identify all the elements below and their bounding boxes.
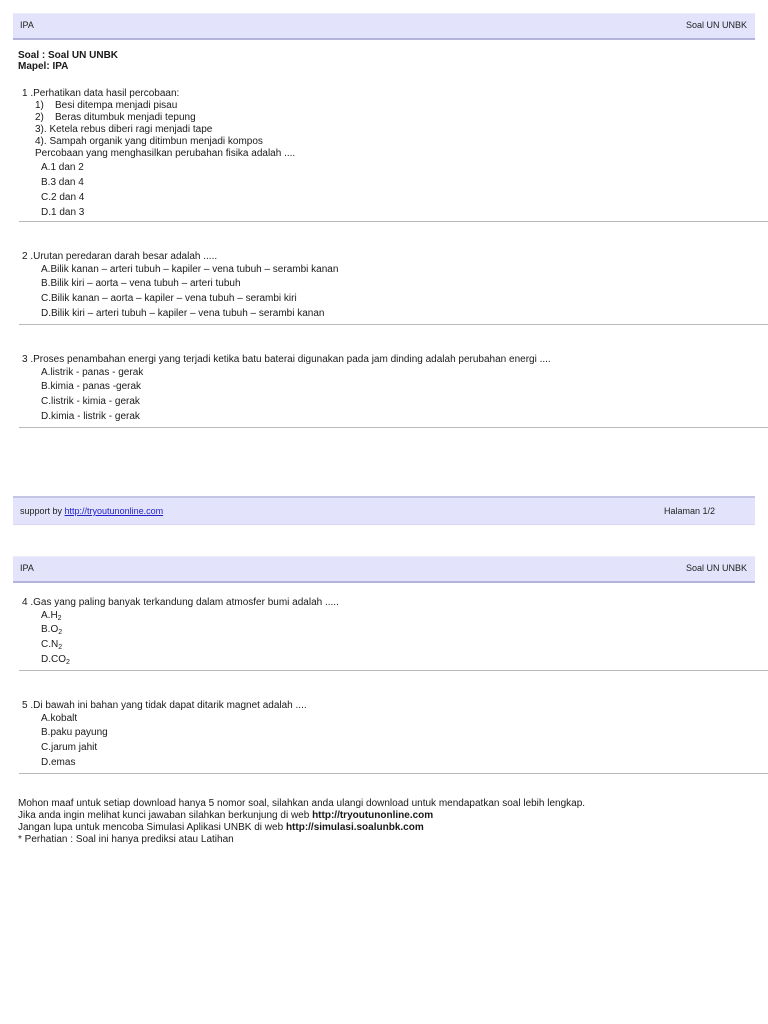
option-subscript: 2 [66,659,70,666]
question-4 [22,597,339,667]
exam-label: Soal UN UNBK [685,20,747,30]
answer-option-b: B.3 dan 4 [41,177,84,188]
exam-label: Soal UN UNBK [685,563,747,573]
question-2 [22,251,338,321]
support-text [20,506,163,516]
option-subscript: 2 [58,629,63,636]
answer-option-a: A.1 dan 2 [41,162,84,173]
page-header [13,13,755,40]
question-sub-item: Percobaan yang menghasilkan perubahan fisika adalah .... [35,148,296,159]
answer-option-c: C.Bilik kanan – aorta – kapiler – vena tubuh – serambi kiri [41,293,297,304]
divider [19,773,768,774]
answer-option-c [22,637,339,652]
answer-option-a: A.kobalt [41,713,78,724]
option-subscript: 2 [58,644,63,651]
divider [19,427,768,428]
simulation-link[interactable]: http://simulasi.soalunbk.com [285,822,424,833]
answer-option-d: D.kimia - listrik - gerak [41,411,140,422]
support-prefix: support by [20,506,65,516]
note-line [18,822,585,834]
question-sub-item: 4). Sampah organik yang ditimbun menjadi kompos [35,136,263,147]
answer-option-b [22,622,339,637]
download-note [18,798,585,846]
exam-meta [18,50,118,72]
divider [19,324,768,325]
question-stem: 1 .Perhatikan data hasil percobaan: [22,88,180,99]
question-sub-item: 1) Besi ditempa menjadi pisau [35,100,178,111]
answer-option-b: B.Bilik kiri – aorta – vena tubuh – arteri tubuh [41,278,241,289]
page-footer [13,496,755,525]
question-stem: 5 .Di bawah ini bahan yang tidak dapat ditarik magnet adalah .... [22,700,307,711]
divider [19,670,768,671]
answer-option-c: C.jarum jahit [41,742,98,753]
answer-option-c: C.2 dan 4 [41,192,85,203]
subject-label: IPA [20,563,34,573]
page-header [13,556,755,583]
question-5 [22,700,307,770]
answer-option-a: A.listrik - panas - gerak [41,367,144,378]
question-1 [22,88,295,220]
option-subscript: 2 [57,615,62,622]
question-sub-item: 3). Ketela rebus diberi ragi menjadi tape [35,124,213,135]
answer-option-d: D.1 dan 3 [41,207,85,218]
question-stem: 3 .Proses penambahan energi yang terjadi ketika batu baterai digunakan pada jam dinding adalah perubahan energi .... [22,354,551,365]
note-line: Mohon maaf untuk setiap download hanya 5 nomor soal, silahkan anda ulangi download untuk mendapatkan soal lebih lengkap. [18,798,586,809]
answer-option-a [22,609,339,622]
answer-option-a: A.Bilik kanan – arteri tubuh – kapiler – vena tubuh – serambi kanan [41,264,339,275]
question-stem: 4 .Gas yang paling banyak terkandung dalam atmosfer bumi adalah ..... [22,597,339,608]
question-stem: 2 .Urutan peredaran darah besar adalah ..... [22,251,218,262]
option-formula: B.O [41,624,59,635]
answer-option-b: B.paku payung [41,727,108,738]
answer-option-c: C.listrik - kimia - gerak [41,396,140,407]
answer-option-b: B.kimia - panas -gerak [41,381,142,392]
mapel-title: Mapel: IPA [18,61,69,72]
note-line [18,810,585,822]
question-3 [22,354,551,424]
note-text: Jika anda ingin melihat kunci jawaban silahkan berkunjung di web [18,810,313,821]
answer-key-link[interactable]: http://tryoutunonline.com [312,810,434,821]
note-line: * Perhatian : Soal ini hanya prediksi atau Latihan [18,834,234,845]
soal-title: Soal : Soal UN UNBK [18,50,119,61]
page-number: Halaman 1/2 [663,506,715,516]
answer-option-d: D.Bilik kiri – arteri tubuh – kapiler – vena tubuh – serambi kanan [41,308,325,319]
note-text: Jangan lupa untuk mencoba Simulasi Aplikasi UNBK di web [18,822,286,833]
option-formula: A.H [41,610,58,621]
support-link[interactable]: http://tryoutunonline.com [64,506,164,516]
option-formula: C.N [41,639,59,650]
answer-option-d [22,652,339,667]
subject-label: IPA [20,20,34,30]
question-sub-item: 2) Beras ditumbuk menjadi tepung [35,112,196,123]
option-formula: D.CO [41,654,66,665]
divider [19,221,768,222]
answer-option-d: D.emas [41,757,76,768]
